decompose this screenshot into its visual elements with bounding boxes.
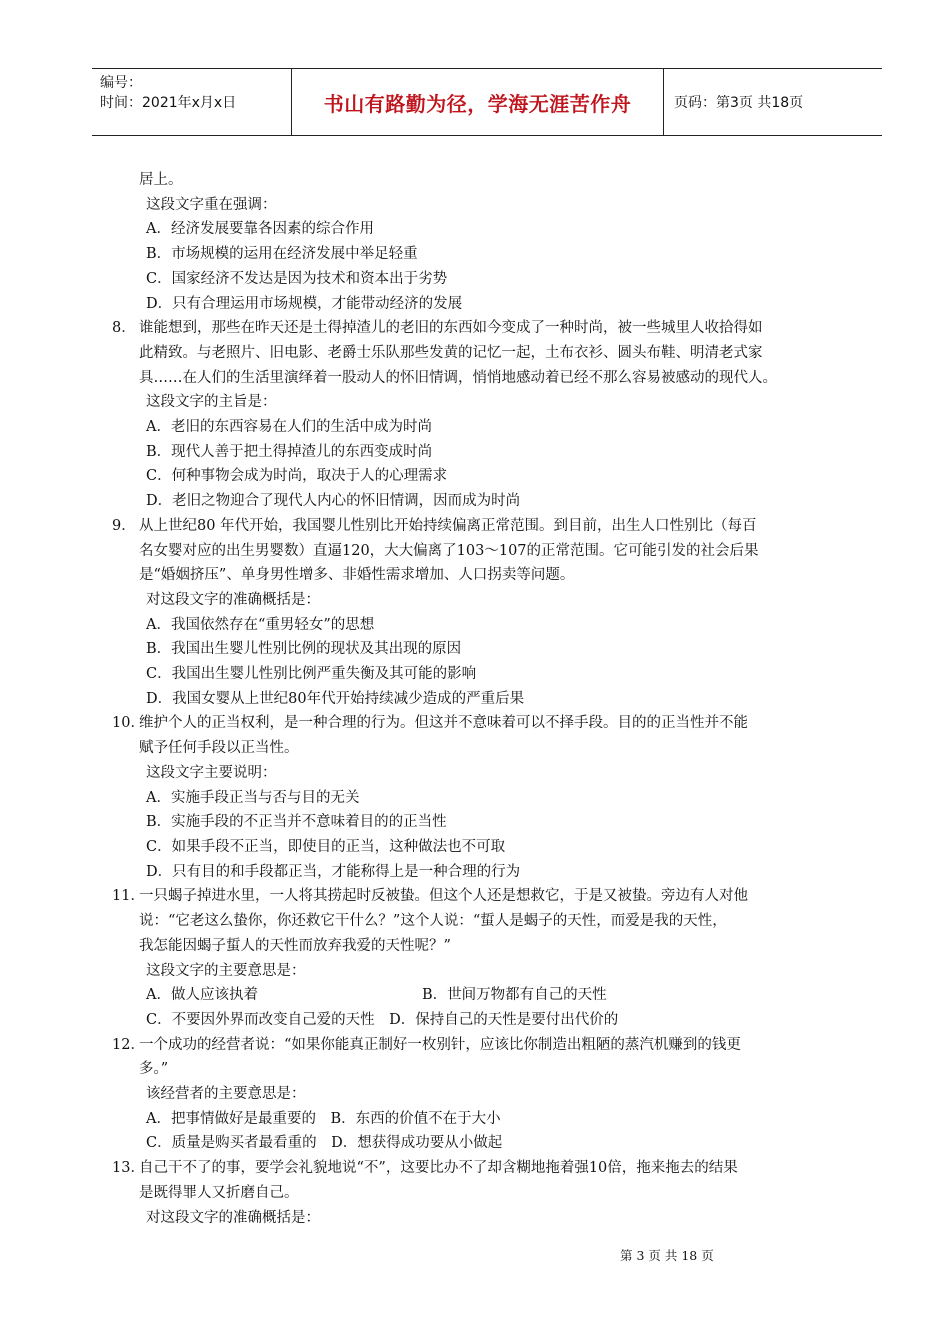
option-text: A．做人应该执着 xyxy=(146,987,258,1004)
option-line: B．实施手段的不正当并不意味着目的的正当性 xyxy=(146,814,447,831)
question-line xyxy=(112,1156,872,1181)
question-line xyxy=(112,514,872,539)
question-number: 10． xyxy=(112,715,145,732)
continuation-line: 赋予任何手段以正当性。 xyxy=(139,740,299,757)
option-line: A．把事情做好是最重要的 B．东西的价值不在于大小 xyxy=(146,1110,501,1127)
option-row xyxy=(112,983,872,1008)
prompt-line: 对这段文字的准确概括是： xyxy=(146,1209,320,1226)
option-line: C．国家经济不发达是因为技术和资本出于劣势 xyxy=(146,270,448,287)
option-line: A．经济发展要靠各因素的综合作用 xyxy=(146,221,374,238)
question-text: 一个成功的经营者说：“如果你能真正制好一枚别针，应该比你制造出粗陋的蒸汽机赚到的钱更 xyxy=(139,1036,741,1053)
continuation-line: 是既得罪人又折磨自己。 xyxy=(139,1184,299,1201)
prompt-line: 这段文字的主要意思是： xyxy=(146,962,306,979)
prompt-line: 对这段文字的准确概括是： xyxy=(146,591,320,608)
question-number: 9． xyxy=(112,517,136,534)
header-meta xyxy=(92,69,292,135)
question-number: 13． xyxy=(112,1160,145,1177)
page-header xyxy=(92,68,882,136)
option-line: C．如果手段不正当，即使目的正当，这种做法也不可取 xyxy=(146,838,506,855)
continuation-line: 我怎能因蝎子蜇人的天性而放弃我爱的天性呢？” xyxy=(139,937,451,954)
question-line xyxy=(112,316,872,341)
option-line: B．现代人善于把土得掉渣儿的东西变成时尚 xyxy=(146,443,433,460)
question-number: 12． xyxy=(112,1036,145,1053)
option-line: B．市场规模的运用在经济发展中举足轻重 xyxy=(146,246,418,263)
continuation-line: 名女婴对应的出生男婴数）直逼120，大大偏离了103～107的正常范围。它可能引发的社会后果 xyxy=(139,542,759,559)
prompt-line: 这段文字重在强调： xyxy=(146,196,277,213)
option-line: D．老旧之物迎合了现代人内心的怀旧情调，因而成为时尚 xyxy=(146,493,521,510)
option-text: B．世间万物都有自己的天性 xyxy=(422,987,607,1004)
option-line: B．我国出生婴儿性别比例的现状及其出现的原因 xyxy=(146,641,462,658)
question-text: 维护个人的正当权利，是一种合理的行为。但这并不意味着可以不择手段。目的的正当性并不能 xyxy=(139,715,748,732)
option-line: C．我国出生婴儿性别比例严重失衡及其可能的影响 xyxy=(146,666,477,683)
continuation-line: 居上。 xyxy=(139,172,183,188)
option-line: D．只有合理运用市场规模，才能带动经济的发展 xyxy=(146,295,463,312)
question-number: 11． xyxy=(112,888,145,905)
question-line xyxy=(112,711,872,736)
option-line: A．老旧的东西容易在人们的生活中成为时尚 xyxy=(146,419,432,436)
serial-number-label: 编号： xyxy=(100,75,142,91)
prompt-line: 这段文字主要说明： xyxy=(146,764,277,781)
question-text: 从上世纪80 年代开始，我国婴儿性别比开始持续偏离正常范围。到目前，出生人口性别比（每百 xyxy=(139,517,757,534)
date-label: 时间：2021年x月x日 xyxy=(100,95,237,111)
continuation-line: 是“婚姻挤压”、单身男性增多、非婚性需求增加、人口拐卖等问题。 xyxy=(139,567,575,584)
option-line: D．我国女婴从上世纪80年代开始持续减少造成的严重后果 xyxy=(146,690,525,707)
option-line: A．我国依然存在“重男轻女”的思想 xyxy=(146,616,375,633)
question-text: 自己干不了的事，要学会礼貌地说“不”，这要比办不了却含糊地拖着强10倍，拖来拖去的结果 xyxy=(139,1160,738,1177)
option-line: C．质量是购买者最看重的 D．想获得成功要从小做起 xyxy=(146,1135,503,1152)
prompt-line: 这段文字的主旨是： xyxy=(146,394,277,411)
option-line: C．何种事物会成为时尚，取决于人的心理需求 xyxy=(146,468,448,485)
option-line: D．只有目的和手段都正当，才能称得上是一种合理的行为 xyxy=(146,863,521,880)
prompt-line: 该经营者的主要意思是： xyxy=(146,1086,306,1103)
question-text: 一只蝎子掉进水里，一人将其捞起时反被蛰。但这个人还是想救它，于是又被蛰。旁边有人对他 xyxy=(139,888,748,905)
continuation-line: 说：“它老这么蛰你，你还救它干什么？”这个人说：“蜇人是蝎子的天性，而爱是我的天性， xyxy=(139,913,727,930)
continuation-line: 多。” xyxy=(139,1061,169,1078)
question-line xyxy=(112,1033,872,1058)
continuation-line: 具……在人们的生活里演绎着一股动人的怀旧情调，悄悄地感动着已经不那么容易被感动的现代人。 xyxy=(139,369,777,386)
option-line: C．不要因外界而改变自己爱的天性 D．保持自己的天性是要付出代价的 xyxy=(146,1011,619,1028)
option-line: A．实施手段正当与否与目的无关 xyxy=(146,789,360,806)
question-text: 谁能想到，那些在昨天还是土得掉渣儿的老旧的东西如今变成了一种时尚，被一些城里人收拾得如 xyxy=(139,320,763,337)
question-line xyxy=(112,884,872,909)
header-motto: 书山有路勤为径，学海无涯苦作舟 xyxy=(292,69,664,135)
header-page-info: 页码：第3页 共18页 xyxy=(674,95,804,111)
continuation-line: 此精致。与老照片、旧电影、老爵士乐队那些发黄的记忆一起，土布衣衫、圆头布鞋、明清老式家 xyxy=(139,344,763,361)
question-number: 8． xyxy=(112,320,136,337)
page-footer: 第 3 页 共 18 页 xyxy=(620,1248,714,1263)
document-body xyxy=(112,168,872,1230)
